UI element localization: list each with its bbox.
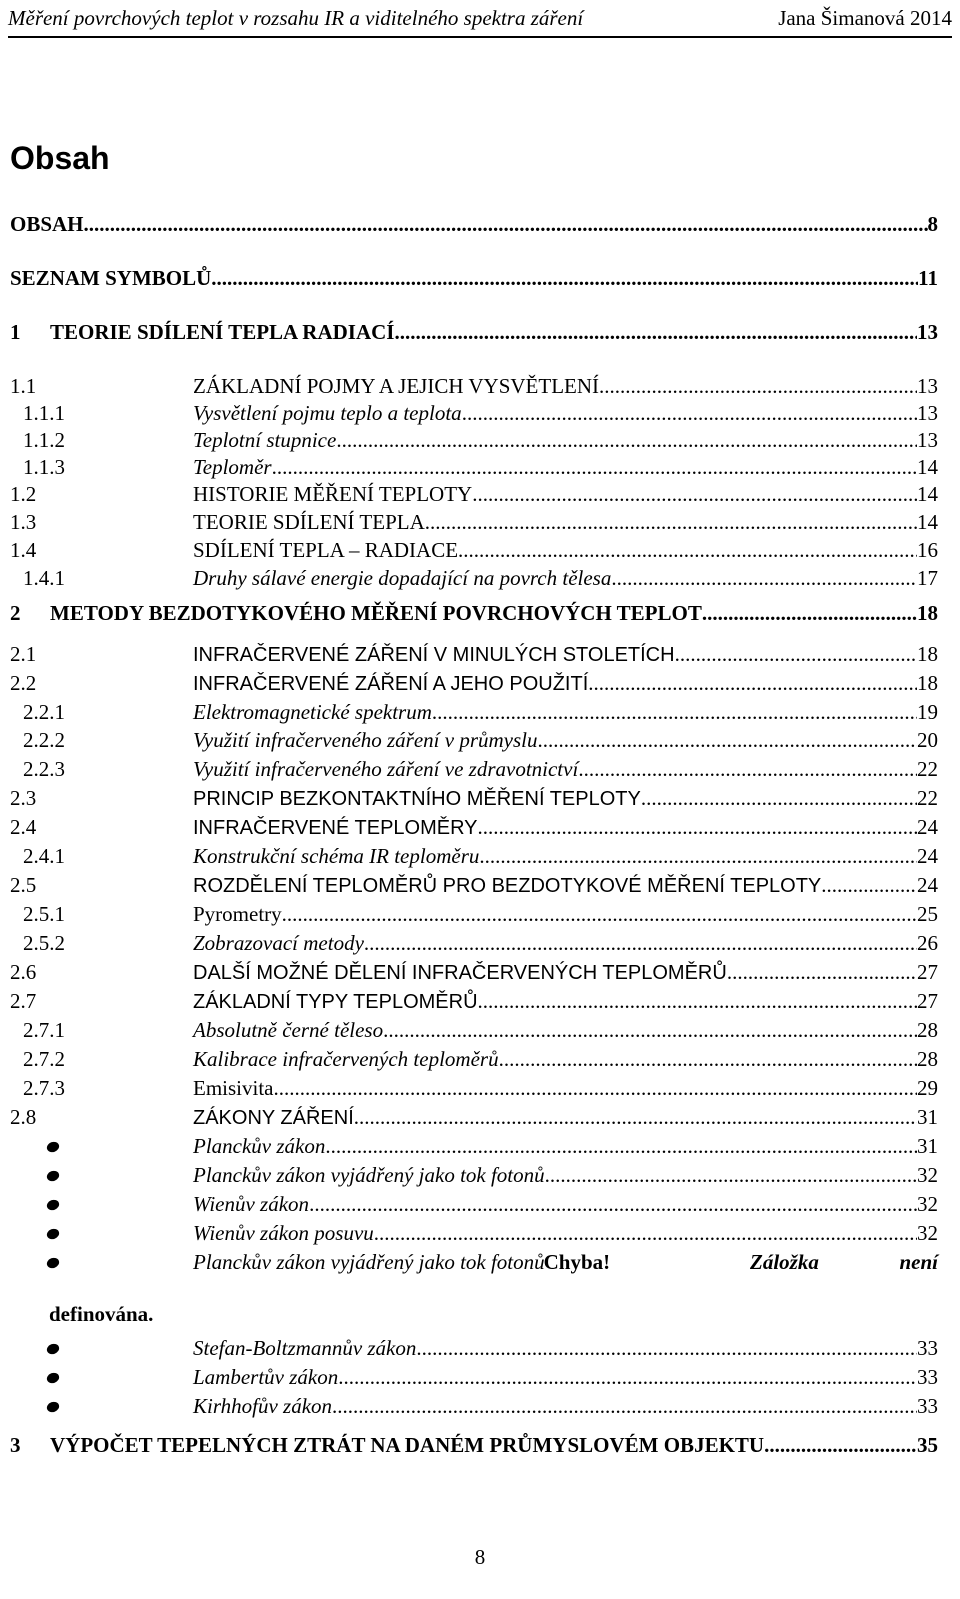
toc-label: Planckův zákon vyjádřený jako tok fotonů [193, 1163, 545, 1187]
toc-leader [394, 320, 917, 345]
toc-number: 1.1.3 [23, 455, 65, 479]
toc-page: 19 [917, 700, 938, 724]
toc-entry[interactable] [10, 1105, 938, 1133]
toc-leader [462, 401, 917, 426]
toc-leader [578, 757, 917, 782]
toc-entry[interactable] [10, 728, 938, 756]
toc-label: TEORIE SDÍLENÍ TEPLA RADIACÍ [50, 320, 395, 344]
toc-label: Využití infračerveného záření ve zdravotnictví [193, 757, 579, 781]
toc-entry[interactable] [193, 1365, 938, 1393]
toc-label: Zobrazovací metody [193, 931, 364, 955]
toc-entry[interactable] [193, 1336, 938, 1364]
toc-leader [416, 1336, 917, 1361]
toc-leader [354, 1105, 917, 1130]
toc-label: Teploměr [193, 455, 272, 479]
toc-leader [309, 1192, 917, 1217]
toc-number: 2.7.1 [23, 1018, 65, 1042]
toc-label: Stefan-Boltzmannův zákon [193, 1336, 417, 1360]
toc-page: 13 [917, 320, 938, 344]
toc-leader [478, 989, 917, 1014]
toc-label: Kalibrace infračervených teploměrů [193, 1047, 499, 1071]
toc-entry[interactable] [10, 1018, 938, 1046]
toc-leader [764, 1433, 917, 1458]
toc-page: 18 [917, 671, 938, 695]
toc-entry[interactable] [10, 374, 938, 402]
toc-page: 8 [927, 212, 938, 236]
toc-page: 35 [917, 1433, 938, 1457]
toc-page: 17 [917, 566, 938, 590]
page-title: Obsah [10, 140, 110, 176]
bullet-icon [45, 1198, 60, 1212]
error-text: Záložka [750, 1250, 819, 1274]
toc-number: 2.4.1 [23, 844, 65, 868]
toc-entry[interactable] [10, 455, 938, 483]
toc-number: 2.3 [10, 786, 37, 810]
toc-leader [611, 566, 917, 591]
toc-label: ZÁKLADNÍ POJMY A JEJICH VYSVĚTLENÍ [193, 374, 600, 398]
toc-entry[interactable] [10, 1076, 938, 1104]
toc-page: 14 [917, 482, 938, 506]
toc-leader [821, 873, 917, 898]
toc-entry[interactable] [10, 1433, 938, 1461]
toc-entry[interactable] [10, 873, 938, 901]
toc-number: 2 [10, 601, 21, 625]
header-title: Měření povrchových teplot v rozsahu IR a viditelného spektra záření [8, 6, 584, 30]
bullet-icon [45, 1256, 60, 1270]
toc-entry[interactable] [10, 566, 938, 594]
toc-number: 2.7.2 [23, 1047, 65, 1071]
toc-page: 27 [917, 989, 938, 1013]
toc-page: 28 [917, 1018, 938, 1042]
toc-leader [545, 1163, 917, 1188]
toc-page: 24 [917, 873, 938, 897]
toc-leader [727, 960, 917, 985]
toc-label: Planckův zákon [193, 1134, 326, 1158]
toc-leader [499, 1047, 917, 1072]
toc-number: 1.4.1 [23, 566, 65, 590]
toc-entry[interactable] [10, 700, 938, 728]
toc-number: 1.2 [10, 482, 37, 506]
toc-leader [383, 1018, 917, 1043]
toc-entry[interactable] [10, 786, 938, 814]
toc-entry[interactable] [10, 671, 938, 699]
toc-label: Absolutně černé těleso [193, 1018, 384, 1042]
toc-leader [588, 671, 917, 696]
toc-number: 2.4 [10, 815, 37, 839]
toc-page: 16 [917, 538, 938, 562]
toc-entry[interactable] [193, 1163, 938, 1191]
error-line [193, 1250, 938, 1278]
toc-label: ZÁKLADNÍ TYPY TEPLOMĚRŮ [193, 991, 478, 1013]
toc-label: SEZNAM SYMBOLŮ [10, 266, 212, 290]
toc-entry[interactable] [10, 902, 938, 930]
toc-entry[interactable] [193, 1221, 938, 1249]
toc-label: Elektromagnetické spektrum [193, 700, 432, 724]
error-text: Chyba! [543, 1250, 611, 1274]
toc-leader [478, 815, 917, 840]
toc-leader [458, 538, 917, 563]
toc-page: 24 [917, 815, 938, 839]
toc-leader [702, 601, 917, 626]
toc-entry[interactable] [10, 642, 938, 670]
toc-entry[interactable] [10, 510, 938, 538]
toc-page: 18 [917, 642, 938, 666]
bullet-icon [45, 1400, 60, 1414]
toc-entry[interactable] [193, 1134, 938, 1162]
toc-number: 1.1.2 [23, 428, 65, 452]
toc-label: TEORIE SDÍLENÍ TEPLA [193, 510, 425, 534]
bullet-icon [45, 1140, 60, 1154]
toc-entry[interactable] [10, 266, 938, 294]
toc-label: VÝPOČET TEPELNÝCH ZTRÁT NA DANÉM PRŮMYSLOVÉM OBJEKTU [50, 1433, 765, 1457]
toc-number: 3 [10, 1433, 21, 1457]
error-text: definována. [49, 1302, 154, 1326]
toc-entry[interactable] [10, 815, 938, 843]
toc-leader [374, 1221, 917, 1246]
toc-page: 14 [917, 510, 938, 534]
toc-page: 13 [917, 374, 938, 398]
toc-label: Wienův zákon [193, 1192, 310, 1216]
toc-label: Konstrukční schéma IR teploměru [193, 844, 480, 868]
toc-leader [211, 266, 918, 291]
toc-entry[interactable] [10, 931, 938, 959]
toc-entry[interactable] [10, 212, 938, 240]
toc-page: 33 [917, 1336, 938, 1360]
toc-number: 2.8 [10, 1105, 37, 1129]
toc-page: 13 [917, 401, 938, 425]
bullet-icon [45, 1342, 60, 1356]
toc-leader [479, 844, 917, 869]
toc-number: 2.6 [10, 960, 37, 984]
toc-number: 2.7 [10, 989, 37, 1013]
toc-page: 27 [917, 960, 938, 984]
toc-number: 2.1 [10, 642, 37, 666]
toc-leader [282, 902, 917, 927]
toc-number: 1.4 [10, 538, 37, 562]
toc-label: ZÁKONY ZÁŘENÍ [193, 1107, 354, 1129]
toc-entry[interactable] [10, 428, 938, 456]
toc-leader [364, 931, 917, 956]
toc-label: INFRAČERVENÉ TEPLOMĚRY [193, 817, 478, 839]
toc-number: 1.1 [10, 374, 37, 398]
toc-page: 31 [917, 1105, 938, 1129]
toc-entry[interactable] [10, 320, 938, 348]
toc-entry[interactable] [193, 1192, 938, 1220]
toc-number: 2.2.1 [23, 700, 65, 724]
toc-number: 2.2 [10, 671, 37, 695]
toc-page: 26 [917, 931, 938, 955]
toc-leader [274, 1076, 918, 1101]
toc-label: Vysvětlení pojmu teplo a teplota [193, 401, 462, 425]
toc-page: 14 [917, 455, 938, 479]
toc-label: DALŠÍ MOŽNÉ DĚLENÍ INFRAČERVENÝCH TEPLOMĚRŮ [193, 962, 727, 984]
toc-label: Pyrometry [193, 902, 282, 926]
bullet-icon [45, 1169, 60, 1183]
toc-leader [432, 700, 917, 725]
toc-leader [336, 428, 917, 453]
toc-label: Teplotní stupnice [193, 428, 337, 452]
toc-leader [272, 455, 917, 480]
toc-page: 33 [917, 1365, 938, 1389]
page-number: 8 [474, 1545, 486, 1569]
toc-leader [84, 212, 928, 237]
toc-leader [472, 482, 917, 507]
toc-page: 25 [917, 902, 938, 926]
toc-number: 2.5 [10, 873, 37, 897]
toc-page: 28 [917, 1047, 938, 1071]
toc-leader [338, 1365, 917, 1390]
toc-entry[interactable] [10, 482, 938, 510]
toc-label: Kirhhofův zákon [193, 1394, 333, 1418]
toc-page: 32 [917, 1192, 938, 1216]
toc-leader [599, 374, 917, 399]
toc-number: 2.5.2 [23, 931, 65, 955]
toc-number: 2.5.1 [23, 902, 65, 926]
toc-label: Wienův zákon posuvu [193, 1221, 374, 1245]
toc-label: ROZDĚLENÍ TEPLOMĚRŮ PRO BEZDOTYKOVÉ MĚŘENÍ TEPLOTY [193, 875, 822, 897]
toc-page: 22 [917, 786, 938, 810]
toc-number: 1.1.1 [23, 401, 65, 425]
toc-entry[interactable] [10, 601, 938, 629]
toc-number: 2.2.2 [23, 728, 65, 752]
toc-label: Emisivita [193, 1076, 274, 1100]
toc-entry[interactable] [10, 401, 938, 429]
toc-page: 13 [917, 428, 938, 452]
error-text: není [899, 1250, 938, 1274]
toc-page: 11 [918, 266, 938, 290]
toc-label: Planckův zákon vyjádřený jako tok fotonů [193, 1250, 545, 1274]
toc-page: 32 [917, 1221, 938, 1245]
toc-entry[interactable] [10, 989, 938, 1017]
toc-page: 24 [917, 844, 938, 868]
header-author: Jana Šimanová 2014 [778, 6, 952, 30]
toc-label: SDÍLENÍ TEPLA – RADIACE [193, 538, 459, 562]
toc-label: INFRAČERVENÉ ZÁŘENÍ V MINULÝCH STOLETÍCH [193, 644, 675, 666]
toc-number: 1 [10, 320, 21, 344]
toc-leader [425, 510, 917, 535]
toc-number: 2.7.3 [23, 1076, 65, 1100]
toc-page: 29 [917, 1076, 938, 1100]
toc-label: Využití infračerveného záření v průmyslu [193, 728, 538, 752]
toc-entry[interactable] [10, 844, 938, 872]
toc-label: Druhy sálavé energie dopadající na povrch tělesa [193, 566, 612, 590]
toc-label: Lambertův zákon [193, 1365, 339, 1389]
toc-leader [641, 786, 917, 811]
running-header [8, 4, 952, 38]
toc-page: 32 [917, 1163, 938, 1187]
toc-entry[interactable] [193, 1394, 938, 1422]
toc-number: 2.2.3 [23, 757, 65, 781]
bullet-icon [45, 1227, 60, 1241]
toc-leader [538, 728, 917, 753]
toc-label: OBSAH [10, 212, 84, 236]
toc-label: PRINCIP BEZKONTAKTNÍHO MĚŘENÍ TEPLOTY [193, 788, 641, 810]
toc-page: 18 [917, 601, 938, 625]
toc-number: 1.3 [10, 510, 37, 534]
toc-label: HISTORIE MĚŘENÍ TEPLOTY [193, 482, 473, 506]
toc-entry[interactable] [10, 1047, 938, 1075]
toc-entry[interactable] [10, 757, 938, 785]
toc-leader [325, 1134, 917, 1159]
toc-page: 22 [917, 757, 938, 781]
toc-leader [332, 1394, 917, 1419]
toc-page: 20 [917, 728, 938, 752]
bullet-icon [45, 1371, 60, 1385]
toc-leader [675, 642, 917, 667]
toc-label: INFRAČERVENÉ ZÁŘENÍ A JEHO POUŽITÍ [193, 673, 589, 695]
toc-entry[interactable] [10, 538, 938, 566]
toc-entry[interactable] [10, 960, 938, 988]
toc-page: 33 [917, 1394, 938, 1418]
toc-label: METODY BEZDOTYKOVÉHO MĚŘENÍ POVRCHOVÝCH TEPLOT [50, 601, 702, 625]
toc-page: 31 [917, 1134, 938, 1158]
